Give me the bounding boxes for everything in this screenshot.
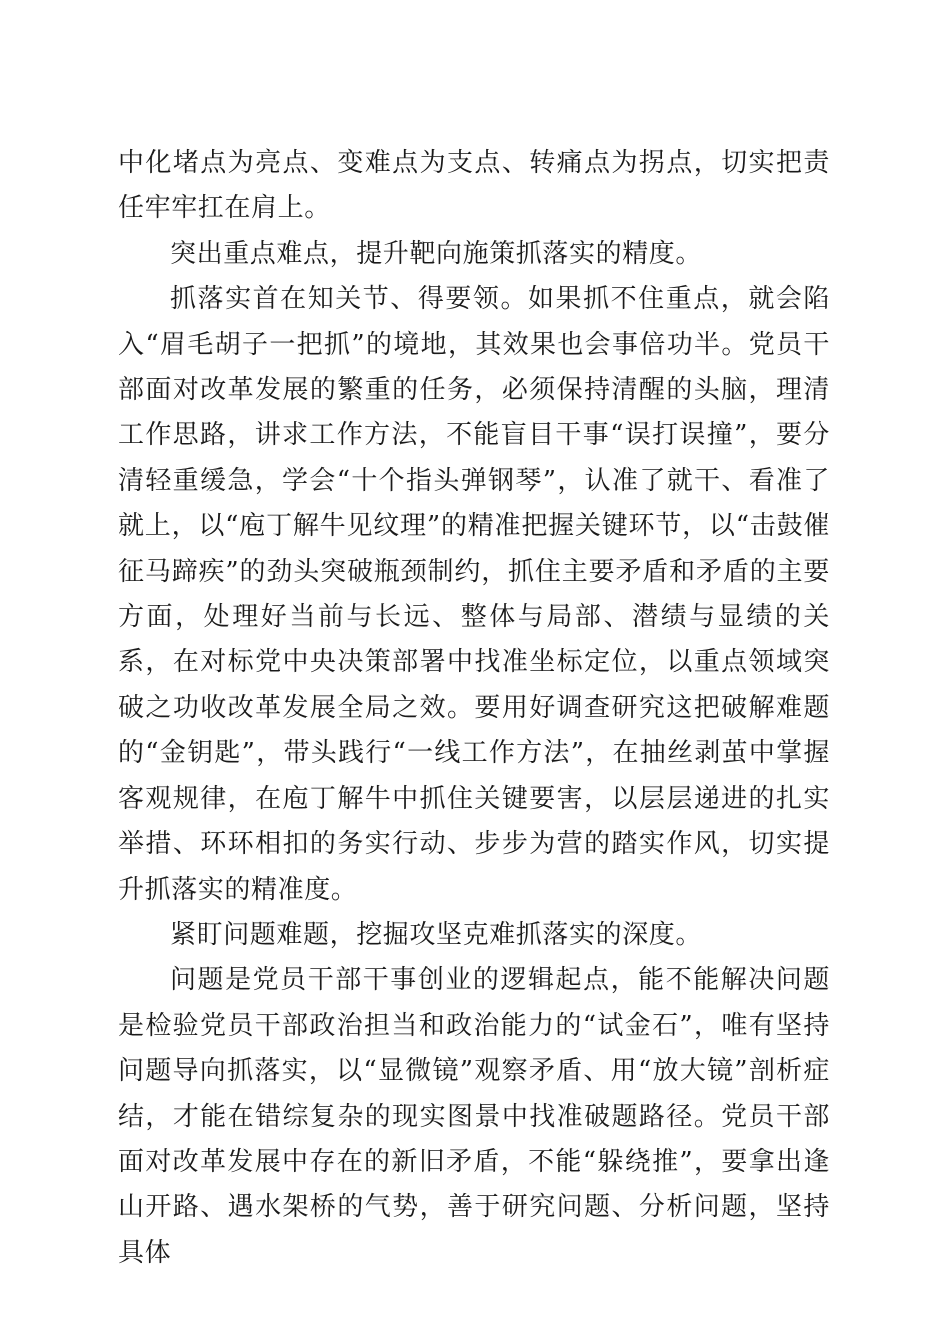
paragraph-problems-body: 问题是党员干部干事创业的逻辑起点，能不能解决问题是检验党员干部政治担当和政治能力的“试金石”，唯有坚持问题导向抓落实，以“显微镜”观察矛盾、用“放大镜”剖析症结，才能在错综复杂的现实图景中找准破题路径。党员干部面对改革发展中存在的新旧矛盾，不能“躲绕推”，要拿出逢山开路、遇水架桥的气势，善于研究问题、分析问题，坚持具体 (118, 965, 830, 1268)
paragraph-continuation: 中化堵点为亮点、变难点为支点、转痛点为拐点，切实把责任牢牢扛在肩上。 (118, 148, 830, 224)
section-heading-focus: 突出重点难点，提升靶向施策抓落实的精度。 (170, 238, 703, 269)
paragraph-focus-body: 抓落实首在知关节、得要领。如果抓不住重点，就会陷入“眉毛胡子一把抓”的境地，其效果也会事倍功半。党员干部面对改革发展的繁重的任务，必须保持清醒的头脑，理清工作思路，讲求工作方法，不能盲目干事“误打误撞”，要分清轻重缓急，学会“十个指头弹钢琴”，认准了就干、看准了就上，以“庖丁解牛见纹理”的精准把握关键环节，以“击鼓催征马蹄疾”的劲头突破瓶颈制约，抓住主要矛盾和矛盾的主要方面，处理好当前与长远、整体与局部、潜绩与显绩的关系，在对标党中央决策部署中找准坐标定位，以重点领域突破之功收改革发展全局之效。要用好调查研究这把破解难题的“金钥匙”，带头践行“一线工作方法”，在抽丝剥茧中掌握客观规律，在庖丁解牛中抓住关键要害，以层层递进的扎实举措、环环相扣的务实行动、步步为营的踏实作风，切实提升抓落实的精准度。 (118, 284, 830, 905)
section-heading-problems: 紧盯问题难题，挖掘攻坚克难抓落实的深度。 (170, 919, 703, 950)
document-body (118, 141, 830, 1276)
